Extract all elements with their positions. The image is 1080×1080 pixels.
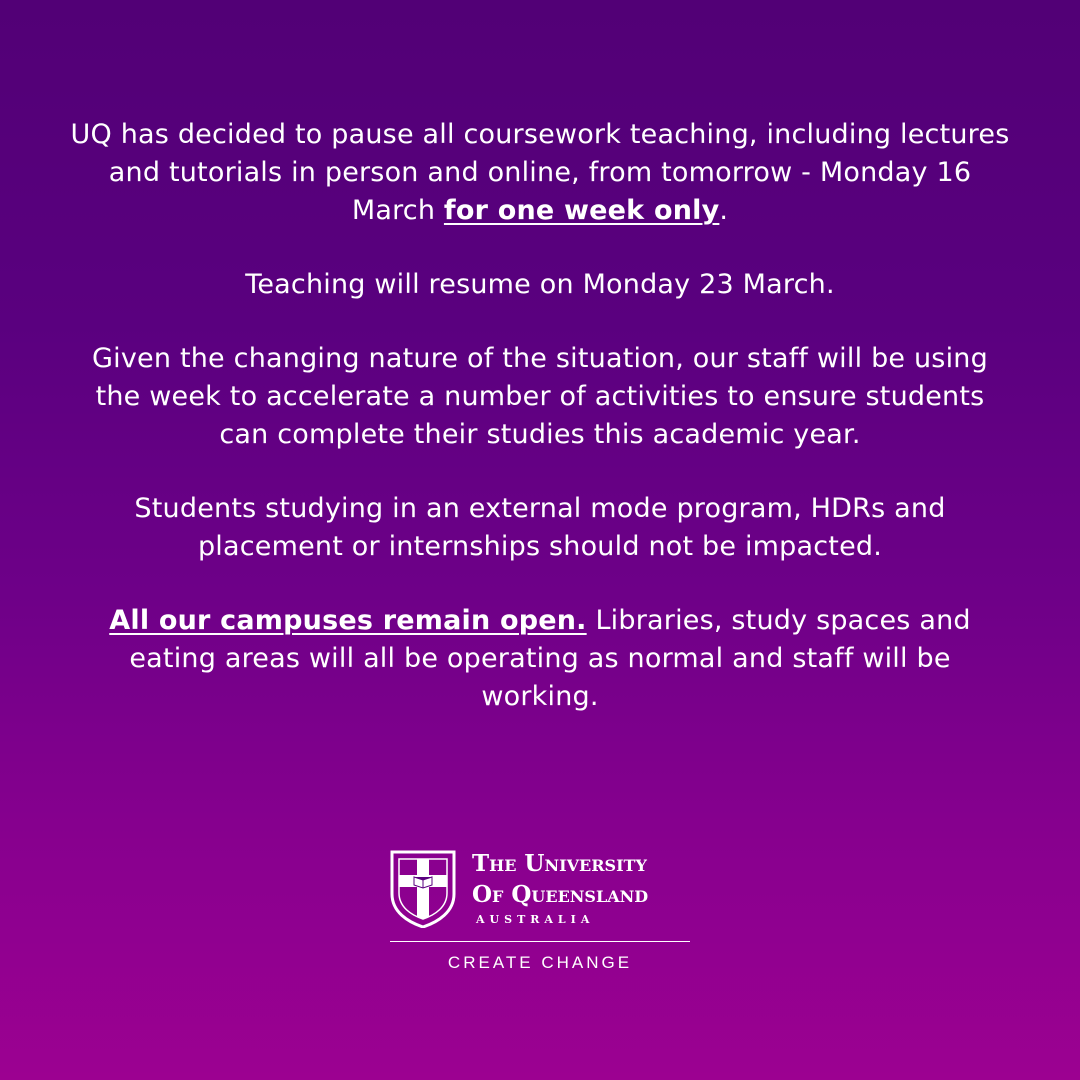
paragraph-campuses: [70, 602, 1010, 716]
logo-divider: [390, 941, 690, 942]
wordmark-line-1: The University: [472, 850, 647, 877]
uq-crest-icon: [390, 850, 456, 928]
university-wordmark: [472, 848, 692, 928]
campuses-open-emphasis: All our campuses remain open.: [109, 605, 587, 636]
tagline: CREATE CHANGE: [447, 953, 633, 972]
paragraph-external-students: Students studying in an external mode program, HDRs and placement or internships should not be impacted.: [134, 493, 946, 562]
wordmark-line-2: Of Queensland: [472, 881, 649, 908]
paragraph-staff: Given the changing nature of the situation, our staff will be using the week to accelerate a number of activities to ensure students can complete their studies this academic year.: [92, 343, 988, 450]
announcement-text: [70, 116, 1010, 752]
wordmark-country: AUSTRALIA: [476, 913, 595, 926]
campuses-text: Libraries, study spaces and eating areas will all be operating as normal and staff will be working.: [129, 605, 971, 712]
one-week-emphasis: for one week only: [443, 195, 720, 226]
pause-tail: .: [719, 195, 729, 226]
uq-logo: [388, 848, 692, 978]
paragraph-pause: [70, 116, 1010, 230]
paragraph-resume: Teaching will resume on Monday 23 March.: [245, 269, 835, 300]
pause-text: UQ has decided to pause all coursework teaching, including lectures and tutorials in person and online, from tomorrow - Monday 16 March: [70, 119, 1010, 226]
